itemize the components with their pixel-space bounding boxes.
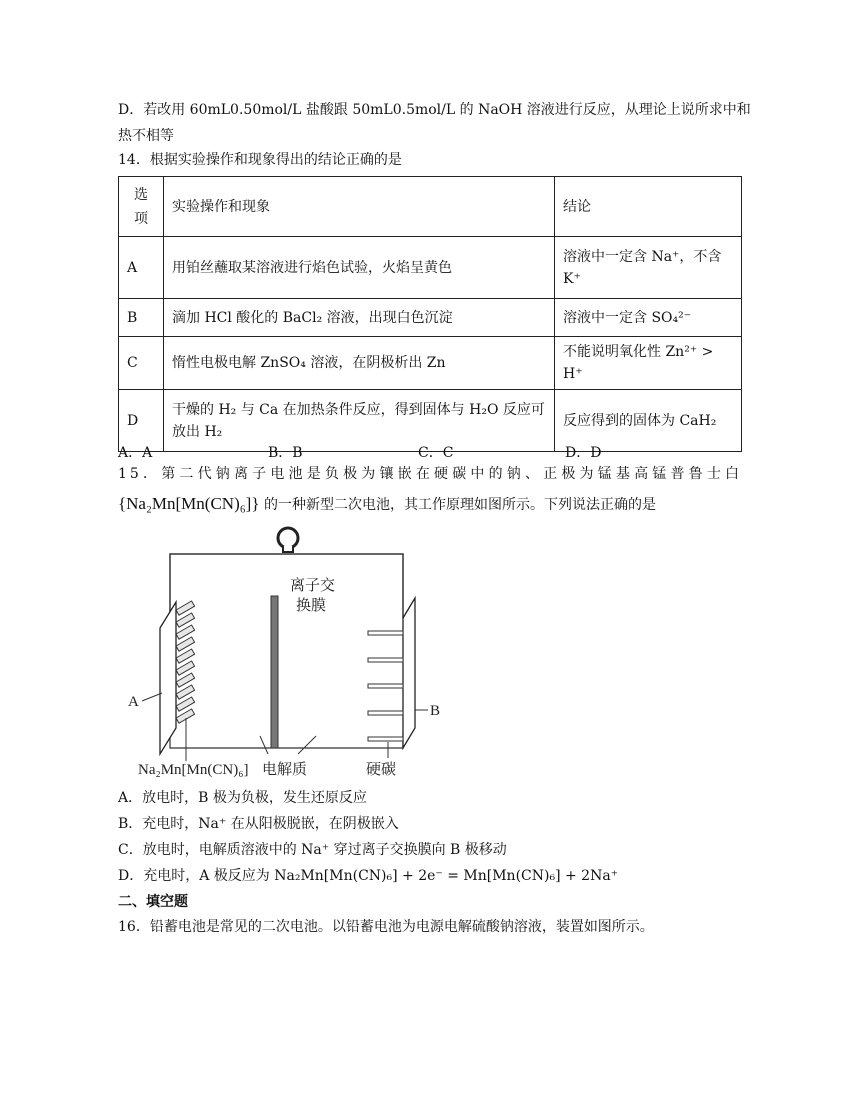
cathode-particles <box>176 601 195 723</box>
q14-option-a: A．A <box>118 445 153 461</box>
q14-stem: 14．根据实验操作和现象得出的结论正确的是 <box>118 152 402 168</box>
row-option: A <box>119 237 164 299</box>
q15-option-a: A．放电时，B 极为负极，发生还原反应 <box>118 790 367 806</box>
row-conclusion: 不能说明氧化性 Zn²⁺ > H⁺ <box>555 337 742 390</box>
header-option-label: 选项 <box>134 186 148 227</box>
q14-option-d: D．D <box>565 445 602 461</box>
hard-carbon-layers <box>368 631 403 741</box>
electrode-b-plate <box>403 598 415 748</box>
q14-option-b: B．B <box>268 445 303 461</box>
header-operation: 实验操作和现象 <box>164 177 555 237</box>
row-conclusion: 溶液中一定含 Na⁺，不含 K⁺ <box>555 237 742 299</box>
bulb-icon <box>278 528 298 548</box>
label-membrane-2: 换膜 <box>296 598 327 614</box>
header-conclusion: 结论 <box>555 177 742 237</box>
circuit-wire <box>170 554 403 733</box>
label-electrolyte: 电解质 <box>262 762 308 778</box>
electrolyte-leader-2 <box>298 736 316 754</box>
q15-stem-line2 <box>118 494 656 515</box>
q15-stem-line1: 15．第二代钠离子电池是负极为镶嵌在硬碳中的钠、正极为锰基高锰普鲁士白 <box>118 466 742 482</box>
q14-option-c: C．C <box>418 445 454 461</box>
label-membrane-1: 离子交 <box>290 578 336 594</box>
label-a-leader <box>142 693 162 701</box>
q15-option-c: C．放电时，电解质溶液中的 Na⁺ 穿过离子交换膜向 B 极移动 <box>118 842 507 858</box>
q14-table <box>118 176 742 452</box>
q15-option-b: B．充电时，Na⁺ 在从阳极脱嵌，在阴极嵌入 <box>118 816 399 832</box>
row-option: B <box>119 299 164 337</box>
row-operation: 惰性电极电解 ZnSO₄ 溶液，在阴极析出 Zn <box>164 337 555 390</box>
table-row <box>119 237 742 299</box>
q15-stem-rest: 的一种新型二次电池，其工作原理如图所示。下列说法正确的是 <box>263 497 656 513</box>
row-conclusion: 反应得到的固体为 CaH₂ <box>555 390 742 452</box>
section-title: 二、填空题 <box>118 894 188 910</box>
q13-option-d-line1: D．若改用 60mL0.50mol/L 盐酸跟 50mL0.5mol/L 的 NaOH 溶液进行反应，从理论上说所求中和 <box>118 102 751 118</box>
q15-option-d: D．充电时，A 极反应为 Na₂Mn[Mn(CN)₆] + 2e⁻ = Mn[Mn(CN)₆] + 2Na⁺ <box>118 868 619 884</box>
row-option: C <box>119 337 164 390</box>
electrode-a-plate <box>160 602 176 754</box>
label-hard-carbon: 硬碳 <box>366 762 397 778</box>
battery-diagram <box>118 518 478 783</box>
label-a: A <box>128 694 139 710</box>
row-conclusion: 溶液中一定含 SO₄²⁻ <box>555 299 742 337</box>
row-operation: 滴加 HCl 酸化的 BaCl₂ 溶液，出现白色沉淀 <box>164 299 555 337</box>
bulb-base-icon <box>283 546 293 552</box>
table-row <box>119 337 742 390</box>
row-option: D <box>119 390 164 452</box>
ion-exchange-membrane <box>271 596 278 748</box>
label-b: B <box>430 703 441 719</box>
header-option <box>119 177 164 237</box>
row-operation: 用铂丝蘸取某溶液进行焰色试验，火焰呈黄色 <box>164 237 555 299</box>
q16-stem: 16．铅蓄电池是常见的二次电池。以铅蓄电池为电源电解硫酸钠溶液，装置如图所示。 <box>118 919 654 935</box>
label-cathode-formula: Na₂Mn[Mn(CN)₆] <box>138 762 249 778</box>
q15-stem-formula: {Na₂Mn[Mn(CN)₆]} <box>118 494 260 513</box>
q13-option-d-line2: 热不相等 <box>118 128 174 144</box>
row-operation: 干燥的 H₂ 与 Ca 在加热条件反应，得到固体与 H₂O 反应可放出 H₂ <box>164 390 555 452</box>
table-header-row <box>119 177 742 237</box>
electrolyte-leader-1 <box>260 736 268 754</box>
table-row <box>119 299 742 337</box>
q14-options <box>118 442 742 462</box>
